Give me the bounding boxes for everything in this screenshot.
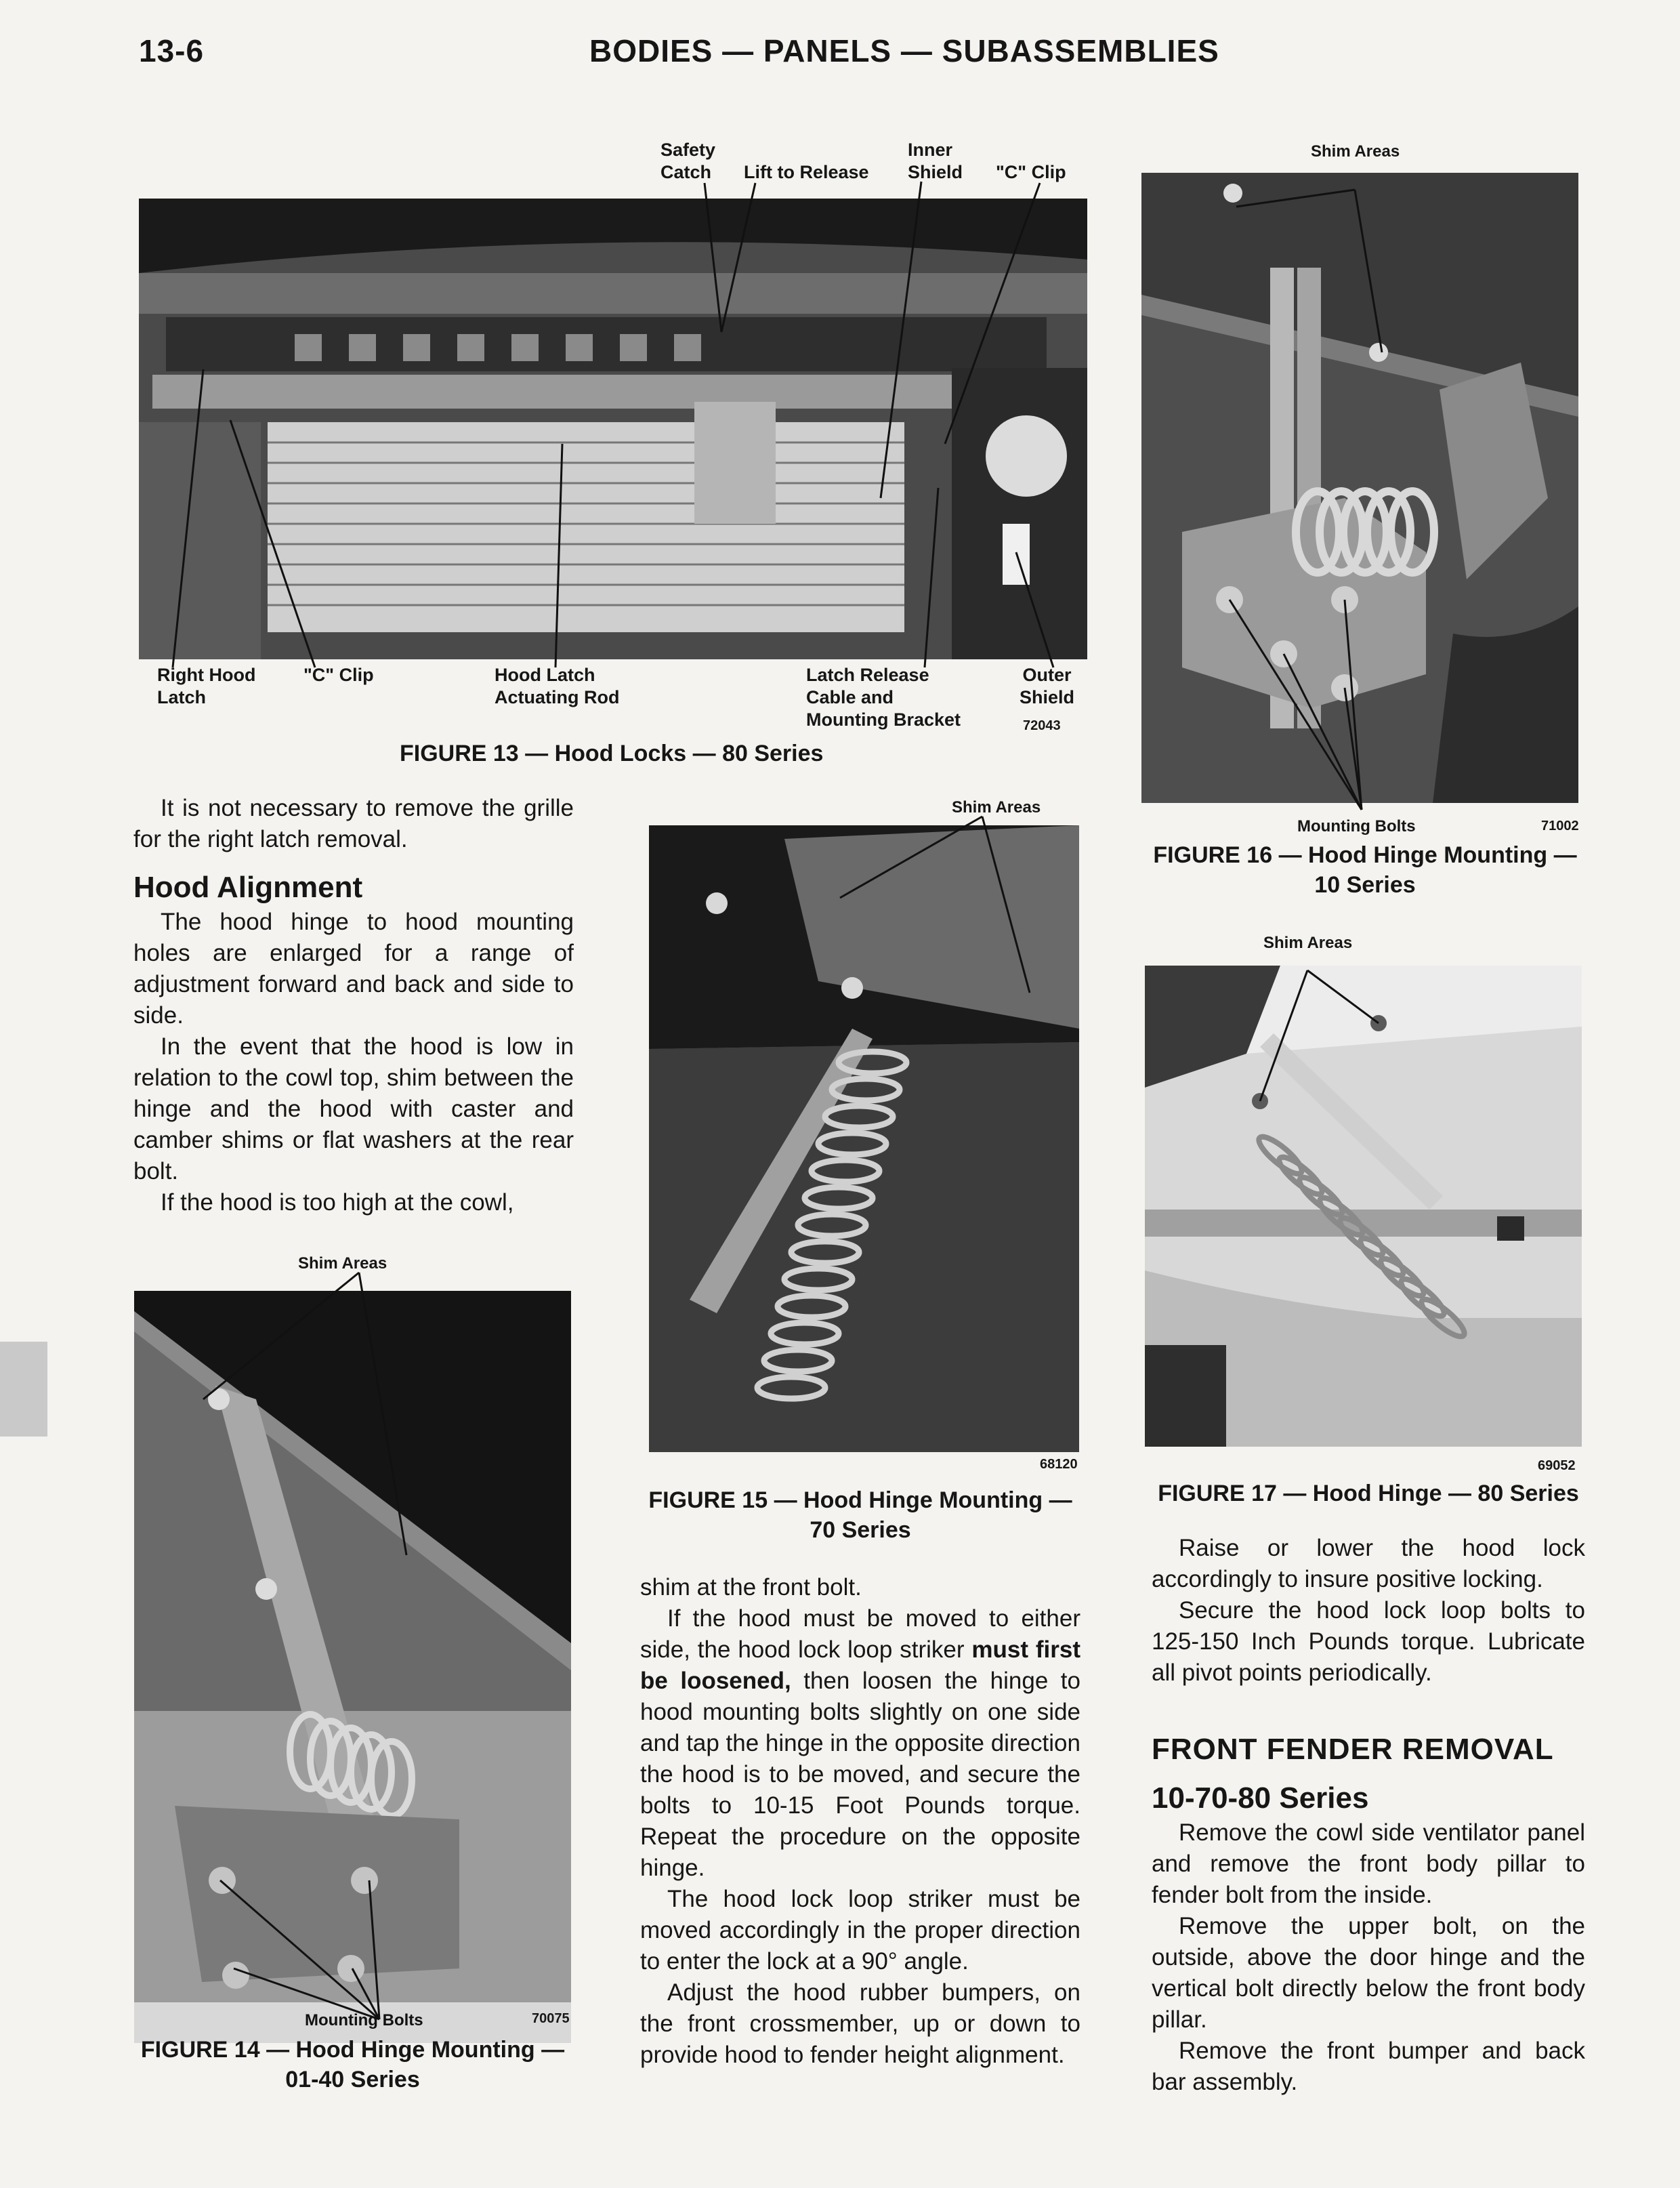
- fig14-label-shim-areas: Shim Areas: [298, 1254, 387, 1273]
- middle-paragraph-2: [640, 1603, 1080, 1884]
- right-paragraph-5: Remove the front bumper and back bar assembly.: [1152, 2038, 1585, 2095]
- right-paragraph-1: Raise or lower the hood lock accordingly to insure positive locking.: [1152, 1535, 1585, 1592]
- hood-alignment-paragraph-2: In the event that the hood is low in relation to the cowl top, shim between the hinge and the hood with caster and camber shims or flat washers at the rear bolt.: [133, 1033, 574, 1184]
- fig15-photo-hinge-70: [649, 825, 1079, 1452]
- right-column-text: [1152, 1533, 1585, 2098]
- fig17-photo-hinge-80: [1145, 966, 1582, 1447]
- fig14-label-mounting-bolts: Mounting Bolts: [305, 2011, 423, 2029]
- fig17-caption: FIGURE 17 — Hood Hinge — 80 Series: [1158, 1481, 1579, 1506]
- fig13-photo-hood-locks: [139, 199, 1087, 659]
- left-column-text: [133, 793, 574, 1218]
- left-intro-paragraph: It is not necessary to remove the grille for the right latch removal.: [133, 795, 574, 852]
- fig13-photo-code: 72043: [1023, 718, 1061, 733]
- middle-p2-start: If the hood must be moved to either side, the hood lock loop striker: [640, 1605, 1080, 1663]
- edge-tab: [0, 1342, 47, 1437]
- middle-p2-bold: must first be loosened,: [640, 1636, 1081, 1694]
- fig16-caption: FIGURE 16 — Hood Hinge Mounting — 10 Series: [1153, 842, 1577, 898]
- fig13-label-c-clip-top: "C" Clip: [996, 162, 1066, 182]
- fig14-caption: FIGURE 14 — Hood Hinge Mounting — 01-40 Series: [140, 2037, 565, 2092]
- section-subheading-series: 10-70-80 Series: [1152, 1781, 1369, 1815]
- fig13-caption: FIGURE 13 — Hood Locks — 80 Series: [400, 741, 824, 766]
- fig16-photo-code: 71002: [1541, 819, 1579, 833]
- fig15-photo-code: 68120: [1040, 1457, 1078, 1472]
- fig13-label-lift-to-release: Lift to Release: [744, 162, 869, 182]
- middle-paragraph-1: shim at the front bolt.: [640, 1574, 862, 1601]
- fig13-label-hood-latch-rod: Hood Latch Actuating Rod: [495, 665, 620, 707]
- fig13-label-right-hood-latch: Right Hood Latch: [157, 665, 256, 707]
- fig13-label-inner-shield: Inner Shield: [908, 140, 963, 182]
- right-paragraph-2: Secure the hood lock loop bolts to 125-150 Inch Pounds torque. Lubricate all pivot points periodically.: [1152, 1597, 1585, 1686]
- section-heading-hood-alignment: Hood Alignment: [133, 871, 363, 904]
- fig13-label-c-clip: "C" Clip: [303, 665, 374, 685]
- page-number: 13-6: [139, 33, 205, 68]
- middle-paragraph-3: The hood lock loop striker must be moved accordingly in the proper direction to enter the lock at a 90° angle.: [640, 1886, 1080, 1975]
- right-paragraph-4: Remove the upper bolt, on the outside, above the door hinge and the vertical bolt directly below the front body pillar.: [1152, 1913, 1585, 2033]
- fig17-photo-code: 69052: [1538, 1458, 1576, 1473]
- right-paragraph-3: Remove the cowl side ventilator panel and remove the front body pillar to fender bolt from the inside.: [1152, 1819, 1585, 1908]
- fig16-label-shim-areas: Shim Areas: [1311, 142, 1400, 161]
- fig14-photo-code: 70075: [532, 2011, 570, 2026]
- middle-paragraph-4: Adjust the hood rubber bumpers, on the front crossmember, up or down to provide hood to fender height alignment.: [640, 1979, 1080, 2068]
- middle-p2-end: then loosen the hinge to hood mounting bolts slightly on one side and tap the hinge in the opposite direction the hood is to be moved, and secure the bolts to 10-15 Foot Pounds torque. Repeat the procedure on the opposite hinge.: [640, 1668, 1080, 1881]
- fig16-label-mounting-bolts: Mounting Bolts: [1297, 817, 1416, 835]
- fig13-label-latch-release-cable: Latch Release Cable and Mounting Bracket: [806, 665, 961, 730]
- hood-alignment-paragraph-1: The hood hinge to hood mounting holes are enlarged for a range of adjustment forward and back and side to side.: [133, 909, 574, 1029]
- hood-alignment-paragraph-3: If the hood is too high at the cowl,: [161, 1189, 514, 1216]
- fig13-label-outer-shield: Outer Shield: [1020, 665, 1075, 707]
- middle-column-text: [640, 1572, 1080, 2071]
- section-heading-front-fender-removal: FRONT FENDER REMOVAL: [1152, 1733, 1554, 1766]
- page-title: BODIES — PANELS — SUBASSEMBLIES: [589, 33, 1219, 68]
- fig15-label-shim-areas: Shim Areas: [952, 798, 1041, 817]
- fig16-photo-hinge-10: [1141, 173, 1578, 803]
- fig14-photo-hinge-01-40: [134, 1291, 571, 2043]
- fig13-label-safety-catch: Safety Catch: [660, 140, 716, 182]
- fig15-caption: FIGURE 15 — Hood Hinge Mounting — 70 Series: [648, 1487, 1072, 1543]
- fig17-label-shim-areas: Shim Areas: [1263, 934, 1353, 952]
